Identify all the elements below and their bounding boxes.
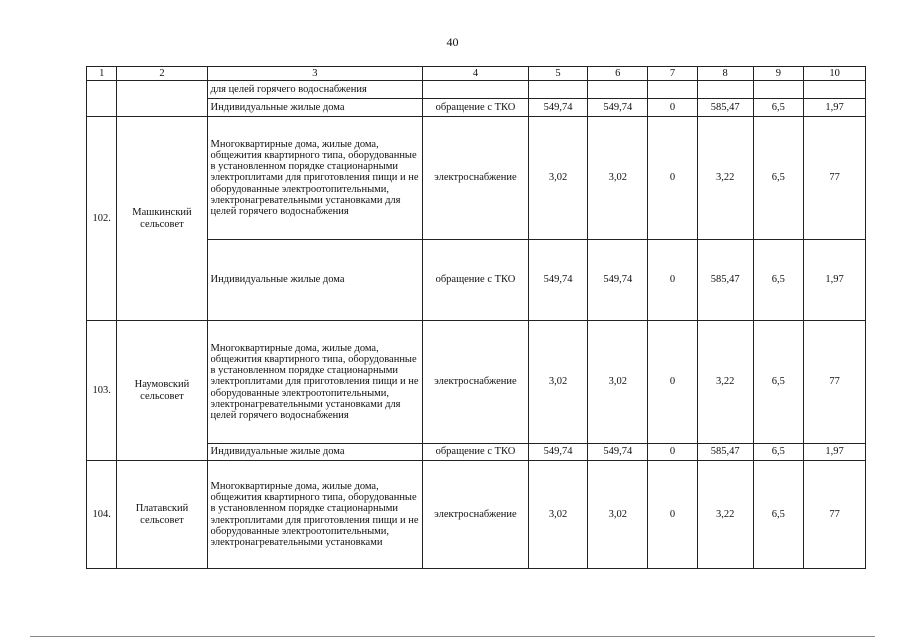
cell-value: 0: [648, 240, 698, 321]
column-header: 7: [648, 67, 698, 81]
cell-value: 0: [648, 444, 698, 461]
cell-service: электроснабжение: [423, 321, 528, 444]
cell-value: 0: [648, 461, 698, 569]
cell-value: 549,74: [588, 99, 648, 117]
column-header: 8: [697, 67, 753, 81]
cell-service: электроснабжение: [423, 117, 528, 240]
column-header: 9: [753, 67, 804, 81]
cell-value: 549,74: [528, 240, 588, 321]
cell-value: 1,97: [804, 240, 866, 321]
cell-value: 3,02: [528, 321, 588, 444]
cell-settlement: Машкинский сельсовет: [117, 117, 207, 321]
cell-empty: [648, 81, 698, 99]
page-number: 40: [446, 35, 459, 49]
column-header: 4: [423, 67, 528, 81]
cell-description: Многоквартирные дома, жилые дома, общежития квартирного типа, оборудованные в установленном порядке стационарными электроплитами для приготовления пищи и не оборудованные электроотопительными, электронагревательными установками для целей горячего водоснабжения: [207, 321, 423, 444]
cell-description: Многоквартирные дома, жилые дома, общежития квартирного типа, оборудованные в установленном порядке стационарными электроплитами для приготовления пищи и не оборудованные электроотопительными, электронагревательными установками для целей горячего водоснабжения: [207, 117, 423, 240]
cell-value: 77: [804, 117, 866, 240]
cell-description: Индивидуальные жилые дома: [207, 240, 423, 321]
cell-value: 6,5: [753, 99, 804, 117]
cell-empty: [528, 81, 588, 99]
cell-settlement: [117, 81, 207, 117]
cell-value: 3,02: [528, 117, 588, 240]
cell-value: 549,74: [588, 240, 648, 321]
cell-service: обращение с ТКО: [423, 444, 528, 461]
cell-value: 0: [648, 321, 698, 444]
cell-service: обращение с ТКО: [423, 99, 528, 117]
cell-value: 6,5: [753, 461, 804, 569]
cell-number: [87, 81, 117, 117]
cell-value: 585,47: [697, 99, 753, 117]
cell-description: для целей горячего водоснабжения: [207, 81, 423, 99]
table-row: [87, 81, 866, 99]
column-header: 3: [207, 67, 423, 81]
column-header: 10: [804, 67, 866, 81]
cell-value: 1,97: [804, 99, 866, 117]
scan-edge-line: [30, 636, 875, 637]
tariff-table: [86, 66, 866, 569]
table-row: [87, 117, 866, 240]
column-header: 6: [588, 67, 648, 81]
cell-empty: [753, 81, 804, 99]
cell-value: 0: [648, 99, 698, 117]
cell-value: 77: [804, 461, 866, 569]
cell-service: электроснабжение: [423, 461, 528, 569]
cell-value: 3,22: [697, 117, 753, 240]
column-header: 2: [117, 67, 207, 81]
cell-description: Многоквартирные дома, жилые дома, общежития квартирного типа, оборудованные в установленном порядке стационарными электроплитами для приготовления пищи и не оборудованные электроотопительными, электронагревательными установками: [207, 461, 423, 569]
cell-value: 3,22: [697, 461, 753, 569]
cell-value: 3,02: [528, 461, 588, 569]
cell-empty: [697, 81, 753, 99]
column-header: 5: [528, 67, 588, 81]
table-row: [87, 461, 866, 569]
cell-value: 3,22: [697, 321, 753, 444]
cell-value: 6,5: [753, 117, 804, 240]
cell-service: обращение с ТКО: [423, 240, 528, 321]
cell-value: 549,74: [528, 99, 588, 117]
cell-value: 3,02: [588, 321, 648, 444]
cell-value: 77: [804, 321, 866, 444]
cell-settlement: Наумовский сельсовет: [117, 321, 207, 461]
cell-value: 3,02: [588, 461, 648, 569]
cell-description: Индивидуальные жилые дома: [207, 444, 423, 461]
cell-value: 585,47: [697, 240, 753, 321]
cell-empty: [588, 81, 648, 99]
cell-number: 102.: [87, 117, 117, 321]
cell-description: Индивидуальные жилые дома: [207, 99, 423, 117]
cell-settlement: Платавский сельсовет: [117, 461, 207, 569]
cell-value: 3,02: [588, 117, 648, 240]
cell-value: 549,74: [528, 444, 588, 461]
cell-value: 6,5: [753, 444, 804, 461]
cell-value: 549,74: [588, 444, 648, 461]
cell-value: 6,5: [753, 321, 804, 444]
cell-value: 1,97: [804, 444, 866, 461]
cell-value: 585,47: [697, 444, 753, 461]
cell-value: 0: [648, 117, 698, 240]
cell-number: 104.: [87, 461, 117, 569]
column-header: 1: [87, 67, 117, 81]
cell-empty: [423, 81, 528, 99]
cell-number: 103.: [87, 321, 117, 461]
cell-value: 6,5: [753, 240, 804, 321]
table-row: [87, 321, 866, 444]
cell-empty: [804, 81, 866, 99]
header-row: [87, 67, 866, 81]
